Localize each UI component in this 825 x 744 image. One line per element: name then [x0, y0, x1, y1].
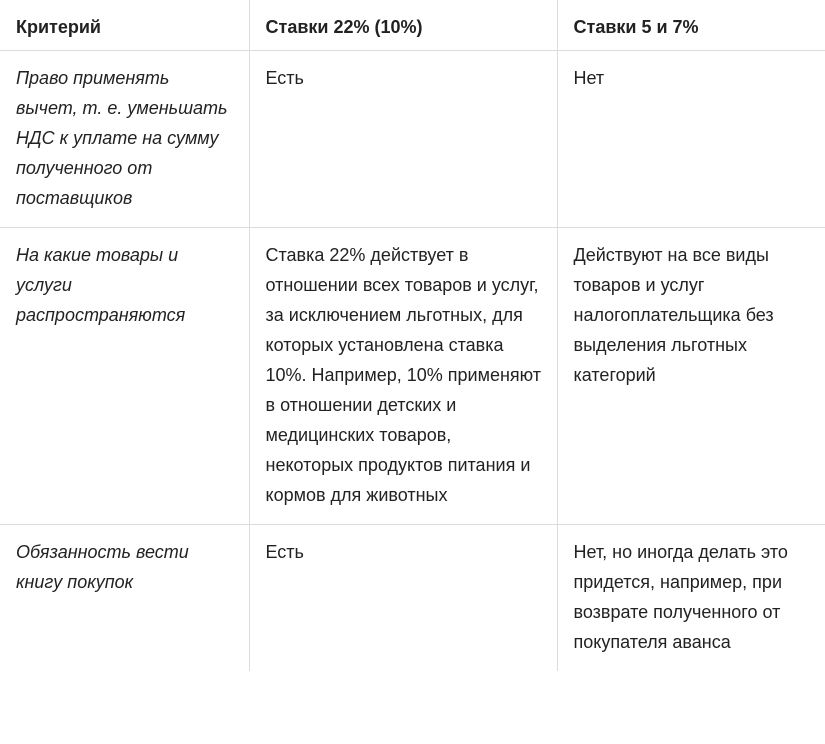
table-header-row — [0, 0, 825, 51]
standard-rate-cell: Есть — [249, 51, 557, 228]
table-row — [0, 228, 825, 525]
reduced-rate-cell: Нет, но иногда делать это придется, например, при возврате полученного от покупателя аванса — [557, 525, 825, 672]
reduced-rate-cell: Действуют на все виды товаров и услуг налогоплательщика без выделения льготных категорий — [557, 228, 825, 525]
header-criterion: Критерий — [0, 0, 249, 51]
standard-rate-cell: Ставка 22% действует в отношении всех товаров и услуг, за исключением льготных, для которых установлена ставка 10%. Например, 10% применяют в отношении детских и медицинских товаров, некоторых продуктов питания и кормов для животных — [249, 228, 557, 525]
header-reduced-rates: Ставки 5 и 7% — [557, 0, 825, 51]
criterion-cell: Право применять вычет, т. е. уменьшать НДС к уплате на сумму полученного от поставщиков — [0, 51, 249, 228]
reduced-rate-cell: Нет — [557, 51, 825, 228]
table-row — [0, 525, 825, 672]
table-row — [0, 51, 825, 228]
header-standard-rates: Ставки 22% (10%) — [249, 0, 557, 51]
standard-rate-cell: Есть — [249, 525, 557, 672]
criterion-cell: На какие товары и услуги распространяются — [0, 228, 249, 525]
criterion-cell: Обязанность вести книгу покупок — [0, 525, 249, 672]
